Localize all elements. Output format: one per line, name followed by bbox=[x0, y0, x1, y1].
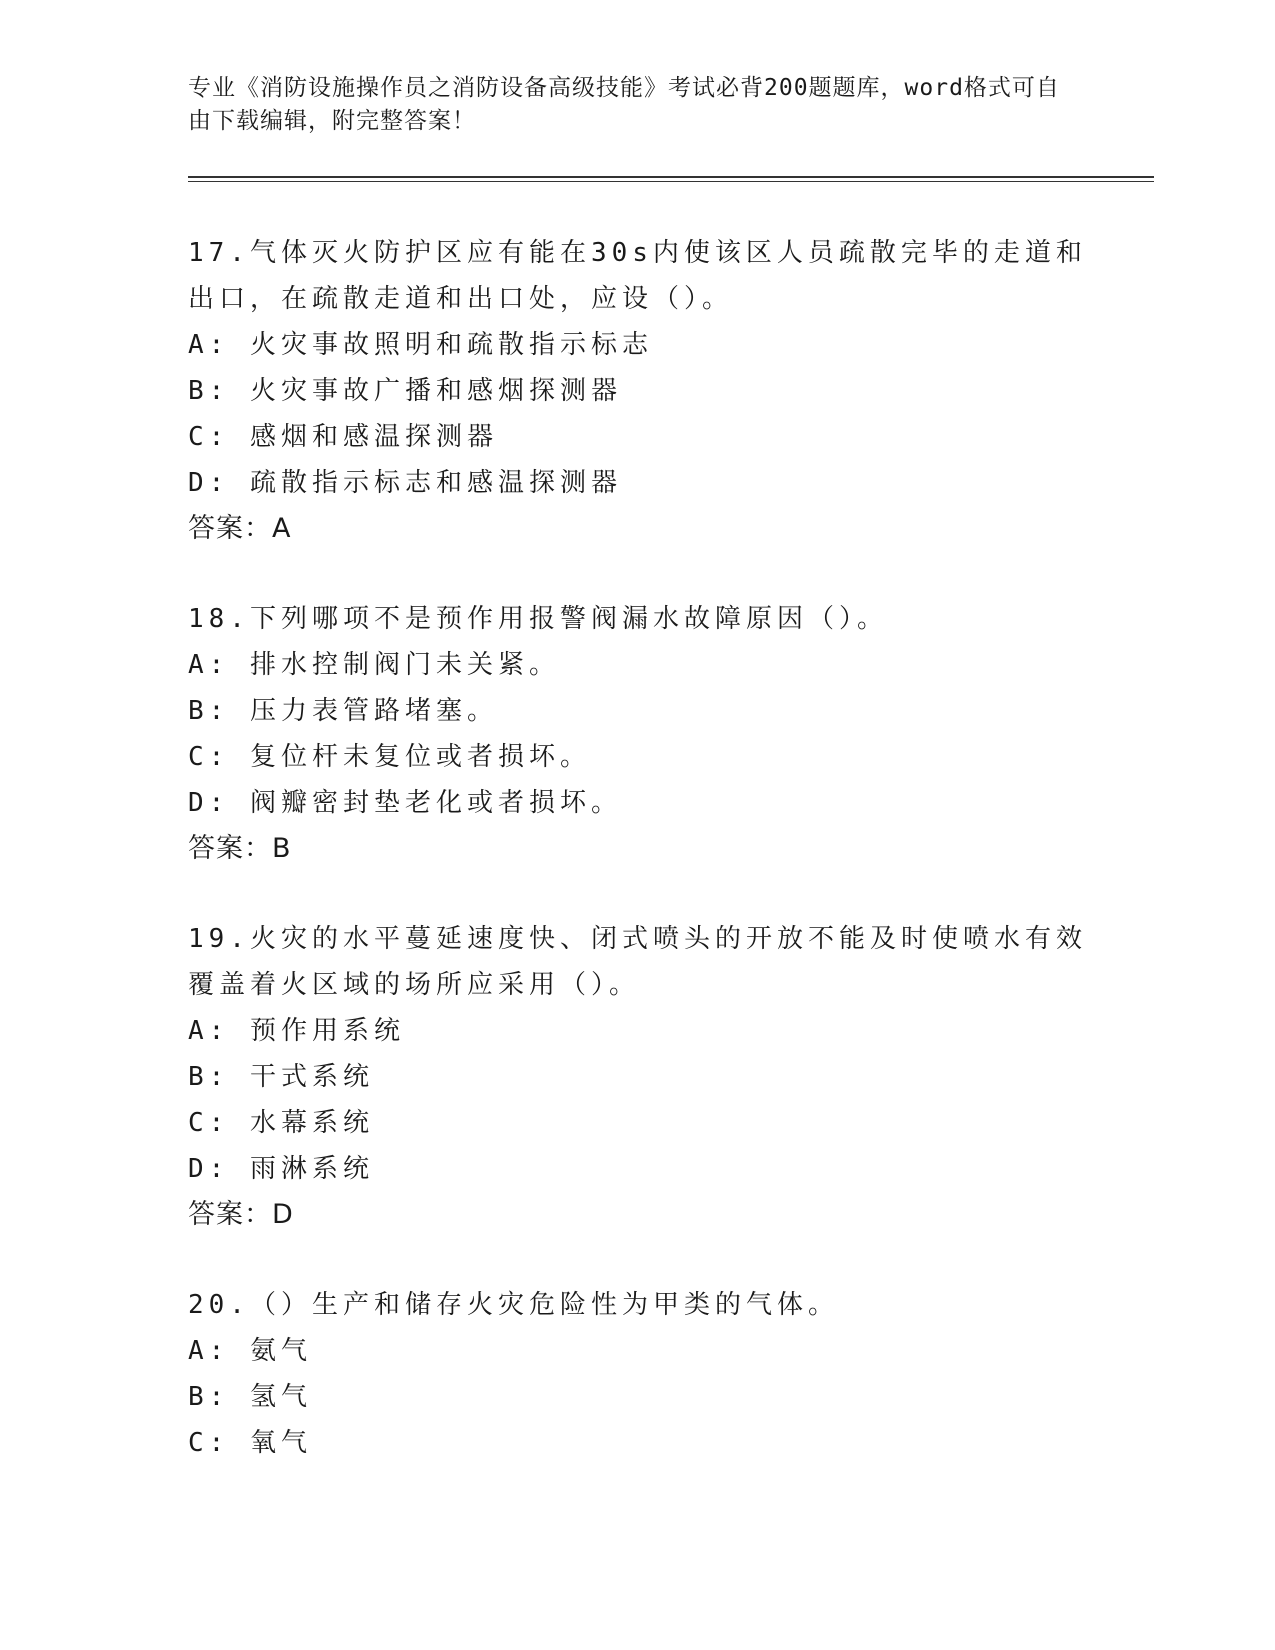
question-item bbox=[188, 916, 1088, 1238]
option-a: A: 氨气 bbox=[188, 1336, 312, 1366]
header-title: 专业《消防设施操作员之消防设备高级技能》考试必背200题题库，word格式可自由下载编辑，附完整答案！ bbox=[188, 75, 1060, 134]
option-b: B: 氢气 bbox=[188, 1382, 312, 1412]
question-item bbox=[188, 230, 1088, 552]
option-c: C: 感烟和感温探测器 bbox=[188, 422, 498, 452]
answer-line: 答案：A bbox=[188, 513, 292, 544]
option-b: B: 干式系统 bbox=[188, 1062, 374, 1092]
question-item bbox=[188, 1282, 1088, 1466]
option-c: C: 水幕系统 bbox=[188, 1108, 374, 1138]
option-d: D: 疏散指示标志和感温探测器 bbox=[188, 468, 622, 498]
header-divider-top bbox=[188, 176, 1154, 178]
header-divider-bottom bbox=[188, 181, 1154, 182]
document-header bbox=[188, 72, 1068, 138]
option-b: B: 火灾事故广播和感烟探测器 bbox=[188, 376, 622, 406]
answer-line: 答案：B bbox=[188, 833, 292, 864]
option-a: A: 火灾事故照明和疏散指示标志 bbox=[188, 330, 653, 360]
option-b: B: 压力表管路堵塞。 bbox=[188, 696, 498, 726]
option-d: D: 阀瓣密封垫老化或者损坏。 bbox=[188, 788, 622, 818]
option-a: A: 排水控制阀门未关紧。 bbox=[188, 650, 560, 680]
option-c: C: 氧气 bbox=[188, 1428, 312, 1458]
question-stem: 19.火灾的水平蔓延速度快、闭式喷头的开放不能及时使喷水有效覆盖着火区域的场所应采用（）。 bbox=[188, 924, 1087, 1000]
question-stem: 18.下列哪项不是预作用报警阀漏水故障原因（）。 bbox=[188, 604, 888, 634]
question-list bbox=[188, 230, 1088, 1510]
question-stem: 20.（）生产和储存火灾危险性为甲类的气体。 bbox=[188, 1290, 839, 1320]
question-stem: 17.气体灭火防护区应有能在30s内使该区人员疏散完毕的走道和出口，在疏散走道和出口处，应设（）。 bbox=[188, 238, 1087, 314]
option-c: C: 复位杆未复位或者损坏。 bbox=[188, 742, 591, 772]
question-item bbox=[188, 596, 1088, 872]
option-a: A: 预作用系统 bbox=[188, 1016, 405, 1046]
answer-line: 答案：D bbox=[188, 1199, 294, 1230]
option-d: D: 雨淋系统 bbox=[188, 1154, 374, 1184]
